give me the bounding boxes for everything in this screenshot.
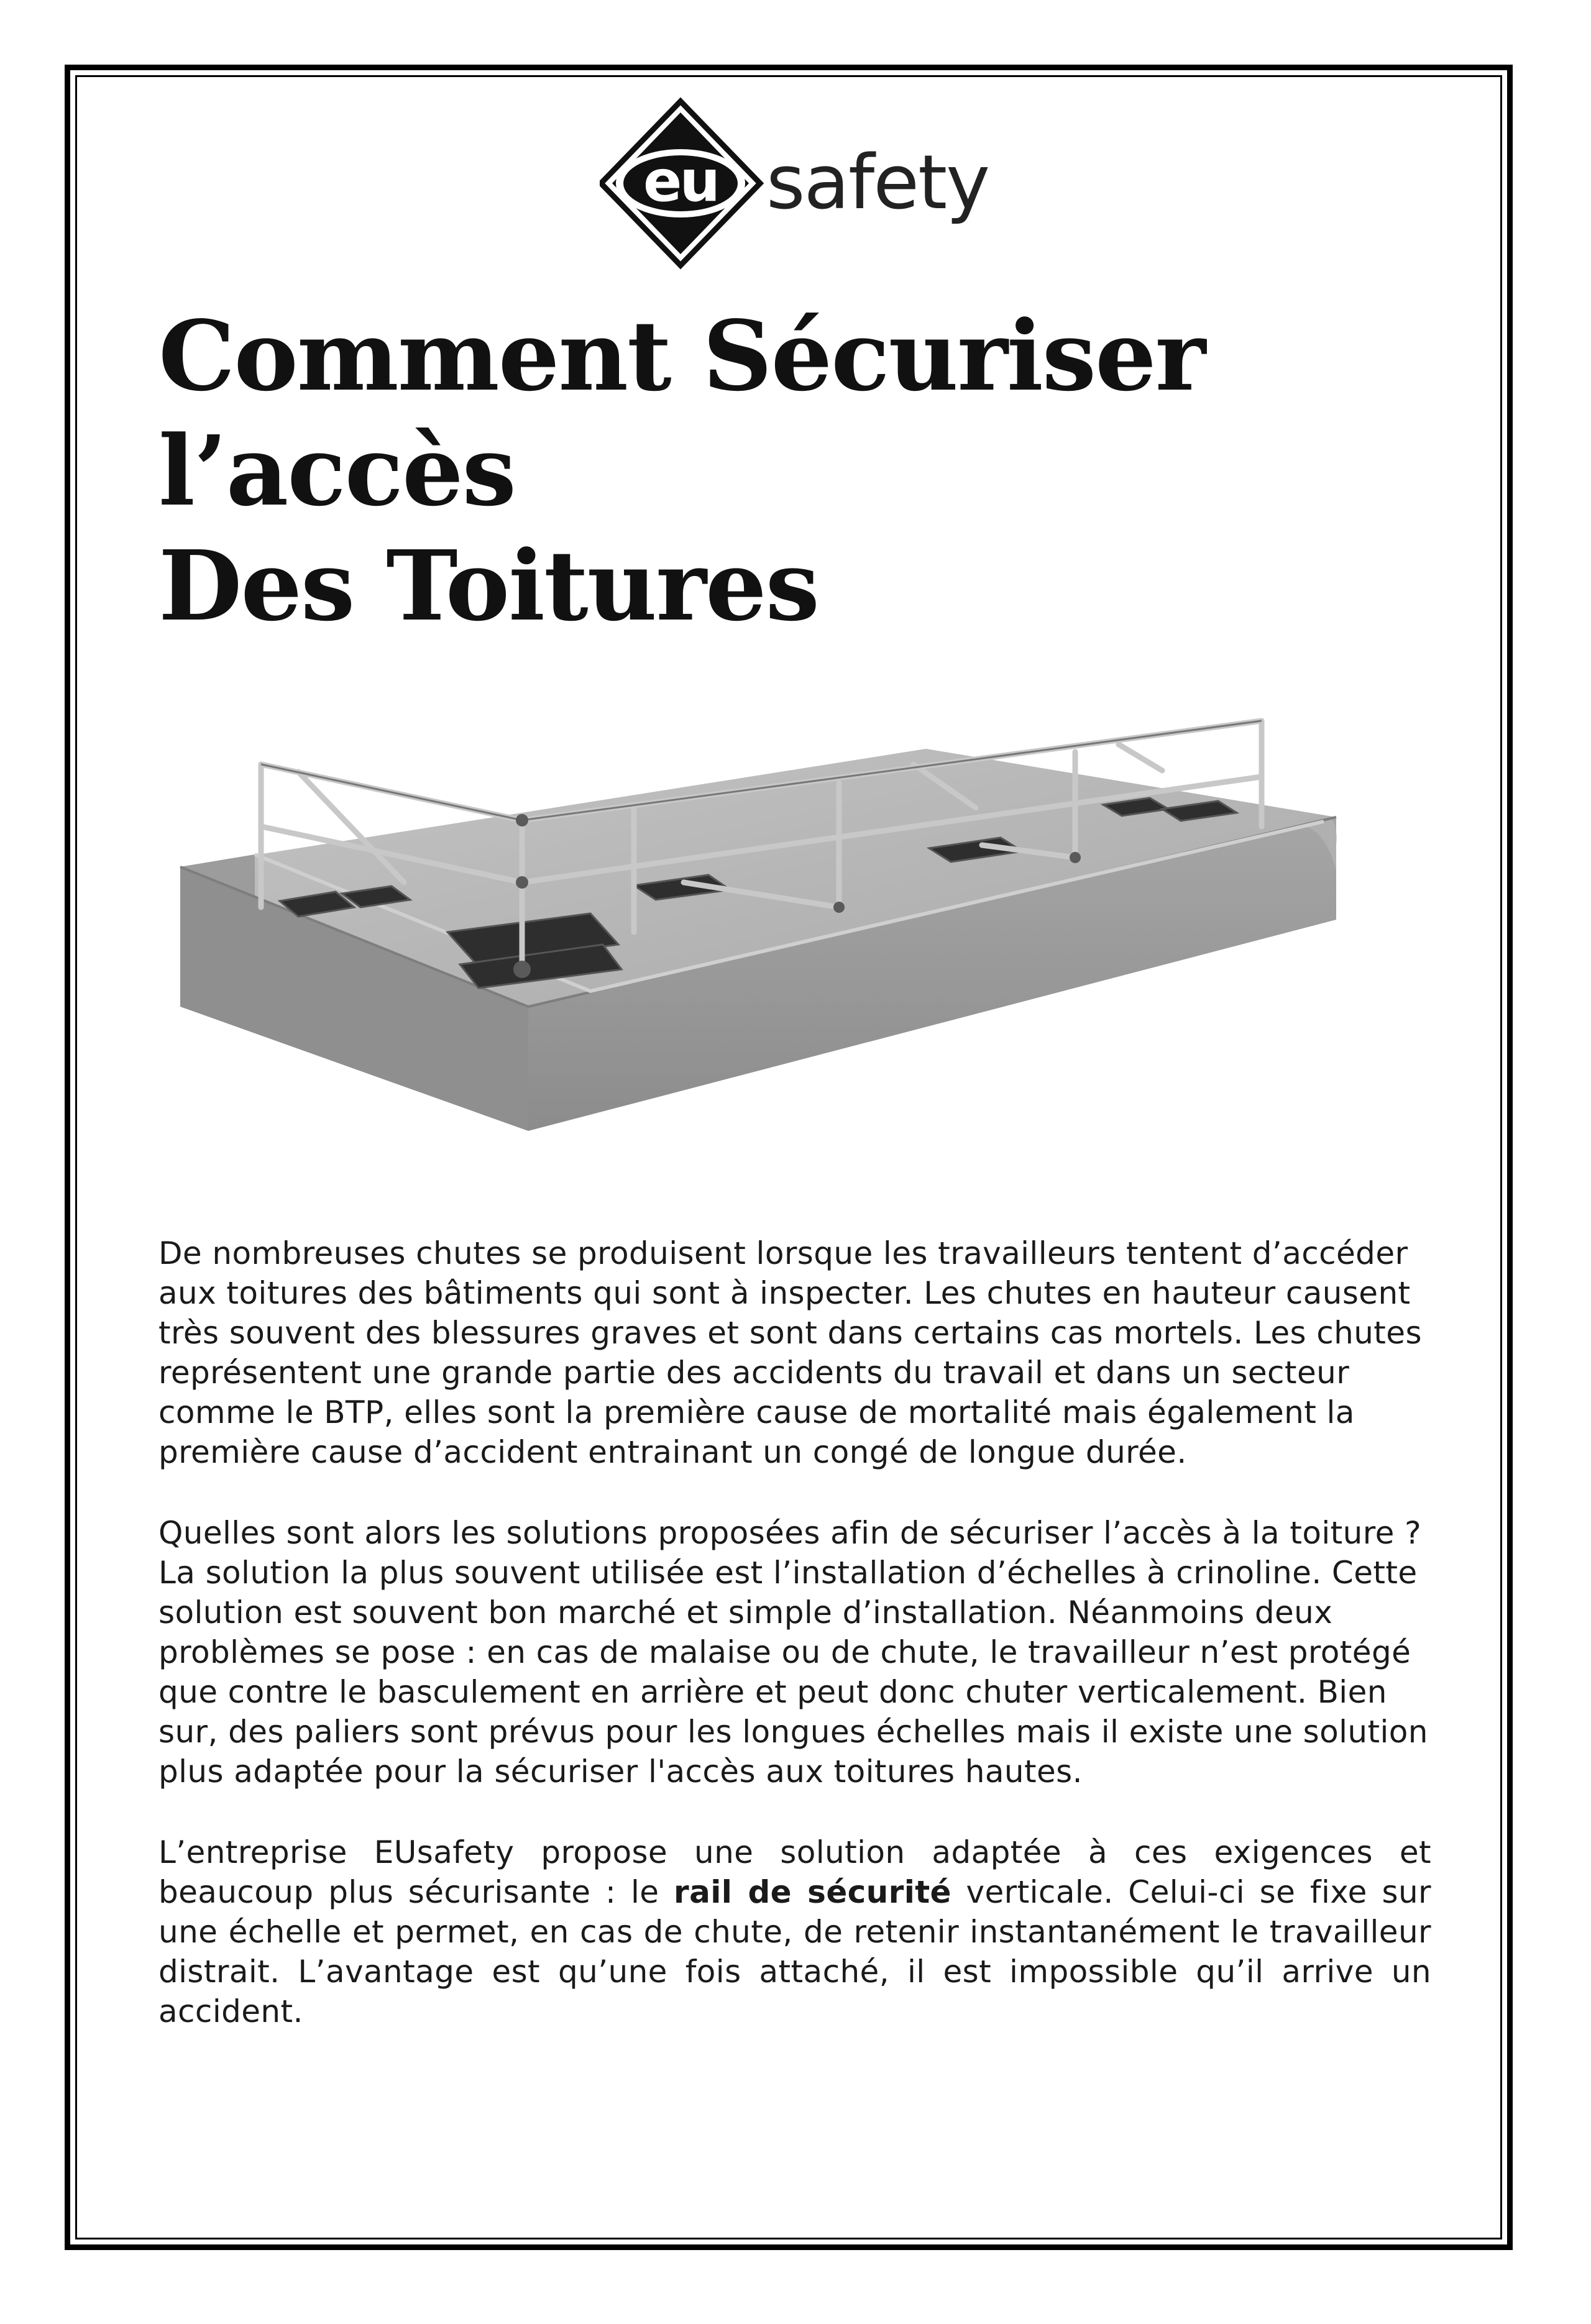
paragraph-1: De nombreuses chutes se produisent lorsque les travailleurs tentent d’accéder aux toitures des bâtiments qui sont à inspecter. Les chutes en hauteur causent très souvent des blessures graves et sont dans certains cas mortels. Les chutes représentent une grande partie des accidents du travail et dans un secteur comme le BTP, elles sont la première cause de mortalité mais également la première cause d’accident entrainant un congé de longue durée. <box>158 1235 1422 1470</box>
roof-guardrail-image <box>155 534 1398 1205</box>
title-line-2: Des Toitures <box>158 529 818 643</box>
paragraph-3-text-b: verticale. Celui-ci se fixe sur une échelle et permet, en cas de chute, de retenir instantanément le travailleur distrait. L’avantage est qu’une fois attaché, il est impossible qu’il arrive un accident. <box>158 1874 1431 2029</box>
paragraph-2: Quelles sont alors les solutions proposées afin de sécuriser l’accès à la toiture ? La solution la plus souvent utilisée est l’installation d’échelles à crinoline. Cette solution est souvent bon marché et simple d’installation. Néanmoins deux problèmes se pose : en cas de malaise ou de chute, le travailleur n’est protégé que contre le basculement en arrière et peut donc chuter verticalement. Bien sur, des paliers sont prévus pour les longues échelles mais il existe une solution plus adaptée pour la sécuriser l'accès aux toitures hautes. <box>158 1515 1428 1790</box>
paragraph-3-bold: rail de sécurité <box>674 1874 951 1910</box>
eusafety-logo <box>600 96 997 270</box>
paragraph-3 <box>158 1832 1431 2031</box>
logo-safety-text: safety <box>766 140 989 226</box>
article-body <box>158 1233 1431 2072</box>
logo-eu-text: eu <box>643 148 718 214</box>
title-line-1: Comment Sécuriser l’accès <box>158 299 1205 528</box>
paragraph-3-text-a: L’entreprise EUsafety propose une solution adaptée à ces exigences et beaucoup plus sécurisante : le <box>158 1834 1431 1910</box>
